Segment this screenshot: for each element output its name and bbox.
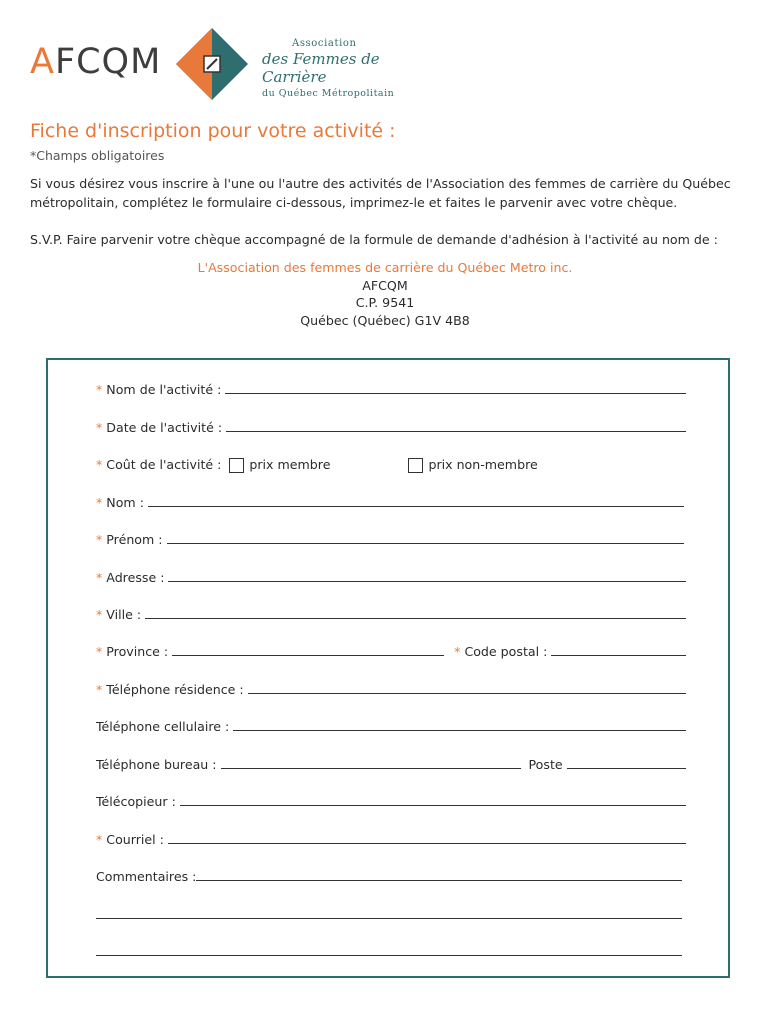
label-courriel: Courriel :	[106, 832, 164, 847]
label-nom-activite: Nom de l'activité :	[106, 382, 222, 397]
required-star: *	[454, 644, 461, 659]
logo-wordmark	[30, 42, 161, 82]
field-commentaires[interactable]	[196, 867, 682, 881]
address-line-3: Québec (Québec) G1V 4B8	[300, 312, 470, 328]
required-star: *	[96, 457, 103, 472]
intro-paragraph: Si vous désirez vous inscrire à l'une ou l'autre des activités de l'Association des femmes de carrière du Québec métropolitain, complétez le formulaire ci-dessous, imprimez-le et faites le parvenir avec votre chèque.	[30, 176, 731, 210]
afcqm-logo	[30, 28, 395, 102]
field-code-postal[interactable]	[551, 642, 686, 656]
label-nom: Nom :	[106, 495, 144, 510]
label-prenom: Prénom :	[106, 532, 163, 547]
logo-letter-a: A	[30, 42, 55, 82]
label-adresse: Adresse :	[106, 570, 165, 585]
required-fields-note: *Champs obligatoires	[30, 148, 165, 163]
field-nom-activite[interactable]	[225, 380, 686, 394]
label-tel-bureau: Téléphone bureau :	[96, 757, 217, 772]
required-star: *	[96, 570, 103, 585]
logo-line-1: Association	[292, 38, 357, 49]
field-tel-residence[interactable]	[248, 680, 686, 694]
field-date-activite[interactable]	[226, 418, 686, 432]
mailing-address	[0, 259, 770, 329]
field-courriel[interactable]	[168, 830, 686, 844]
row-tel-residence	[96, 680, 686, 700]
row-cout-activite	[96, 455, 538, 475]
label-cout-activite: Coût de l'activité :	[106, 457, 222, 472]
field-commentaires-line-2[interactable]	[96, 905, 682, 919]
page-title: Fiche d'inscription pour votre activité :	[30, 120, 396, 142]
label-poste: Poste	[528, 757, 563, 772]
row-tel-cellulaire	[96, 717, 686, 737]
required-star: *	[96, 382, 103, 397]
row-commentaires-2	[96, 905, 682, 925]
row-telecopieur	[96, 792, 686, 812]
row-nom	[96, 493, 684, 513]
label-code-postal: Code postal :	[464, 644, 548, 659]
label-prix-non-membre: prix non-membre	[428, 457, 538, 472]
field-poste[interactable]	[567, 755, 686, 769]
row-province-code-postal	[96, 642, 686, 662]
row-commentaires-3	[96, 942, 682, 962]
required-star: *	[96, 495, 103, 510]
logo-association-name	[262, 38, 402, 99]
required-star: *	[96, 644, 103, 659]
required-star: *	[96, 532, 103, 547]
field-tel-bureau[interactable]	[221, 755, 521, 769]
row-tel-bureau	[96, 755, 686, 775]
required-star: *	[96, 607, 103, 622]
field-province[interactable]	[172, 642, 444, 656]
field-tel-cellulaire[interactable]	[233, 717, 686, 731]
label-telecopieur: Télécopieur :	[96, 794, 176, 809]
required-star: *	[96, 682, 103, 697]
field-nom[interactable]	[148, 493, 684, 507]
payment-instructions: S.V.P. Faire parvenir votre chèque accompagné de la formule de demande d'adhésion à l'activité au nom de :	[30, 232, 718, 247]
field-commentaires-line-3[interactable]	[96, 942, 682, 956]
label-date-activite: Date de l'activité :	[106, 420, 223, 435]
row-nom-activite	[96, 380, 686, 400]
field-prenom[interactable]	[167, 530, 684, 544]
row-prenom	[96, 530, 684, 550]
field-telecopieur[interactable]	[180, 792, 686, 806]
address-organization: L'Association des femmes de carrière du Québec Metro inc.	[197, 260, 573, 275]
registration-form	[46, 358, 730, 978]
address-line-1: AFCQM	[362, 277, 408, 293]
label-tel-residence: Téléphone résidence :	[106, 682, 244, 697]
checkbox-prix-non-membre[interactable]	[408, 458, 423, 473]
checkbox-prix-membre[interactable]	[229, 458, 244, 473]
logo-diamond-icon	[176, 28, 248, 100]
logo-letters: FCQM	[54, 42, 162, 82]
label-ville: Ville :	[106, 607, 142, 622]
address-line-2: C.P. 9541	[355, 295, 415, 310]
field-adresse[interactable]	[168, 568, 686, 582]
logo-line-3: du Québec Métropolitain	[262, 88, 395, 99]
row-ville	[96, 605, 686, 625]
label-prix-membre: prix membre	[249, 457, 331, 472]
label-tel-cellulaire: Téléphone cellulaire :	[96, 719, 230, 734]
row-courriel	[96, 830, 686, 850]
row-commentaires	[96, 867, 682, 887]
required-star: *	[96, 420, 103, 435]
row-adresse	[96, 568, 686, 588]
row-date-activite	[96, 418, 686, 438]
label-commentaires: Commentaires :	[96, 869, 197, 884]
logo-line-2: des Femmes de Carrière	[262, 50, 380, 86]
field-ville[interactable]	[145, 605, 686, 619]
required-star: *	[96, 832, 103, 847]
label-province: Province :	[106, 644, 169, 659]
